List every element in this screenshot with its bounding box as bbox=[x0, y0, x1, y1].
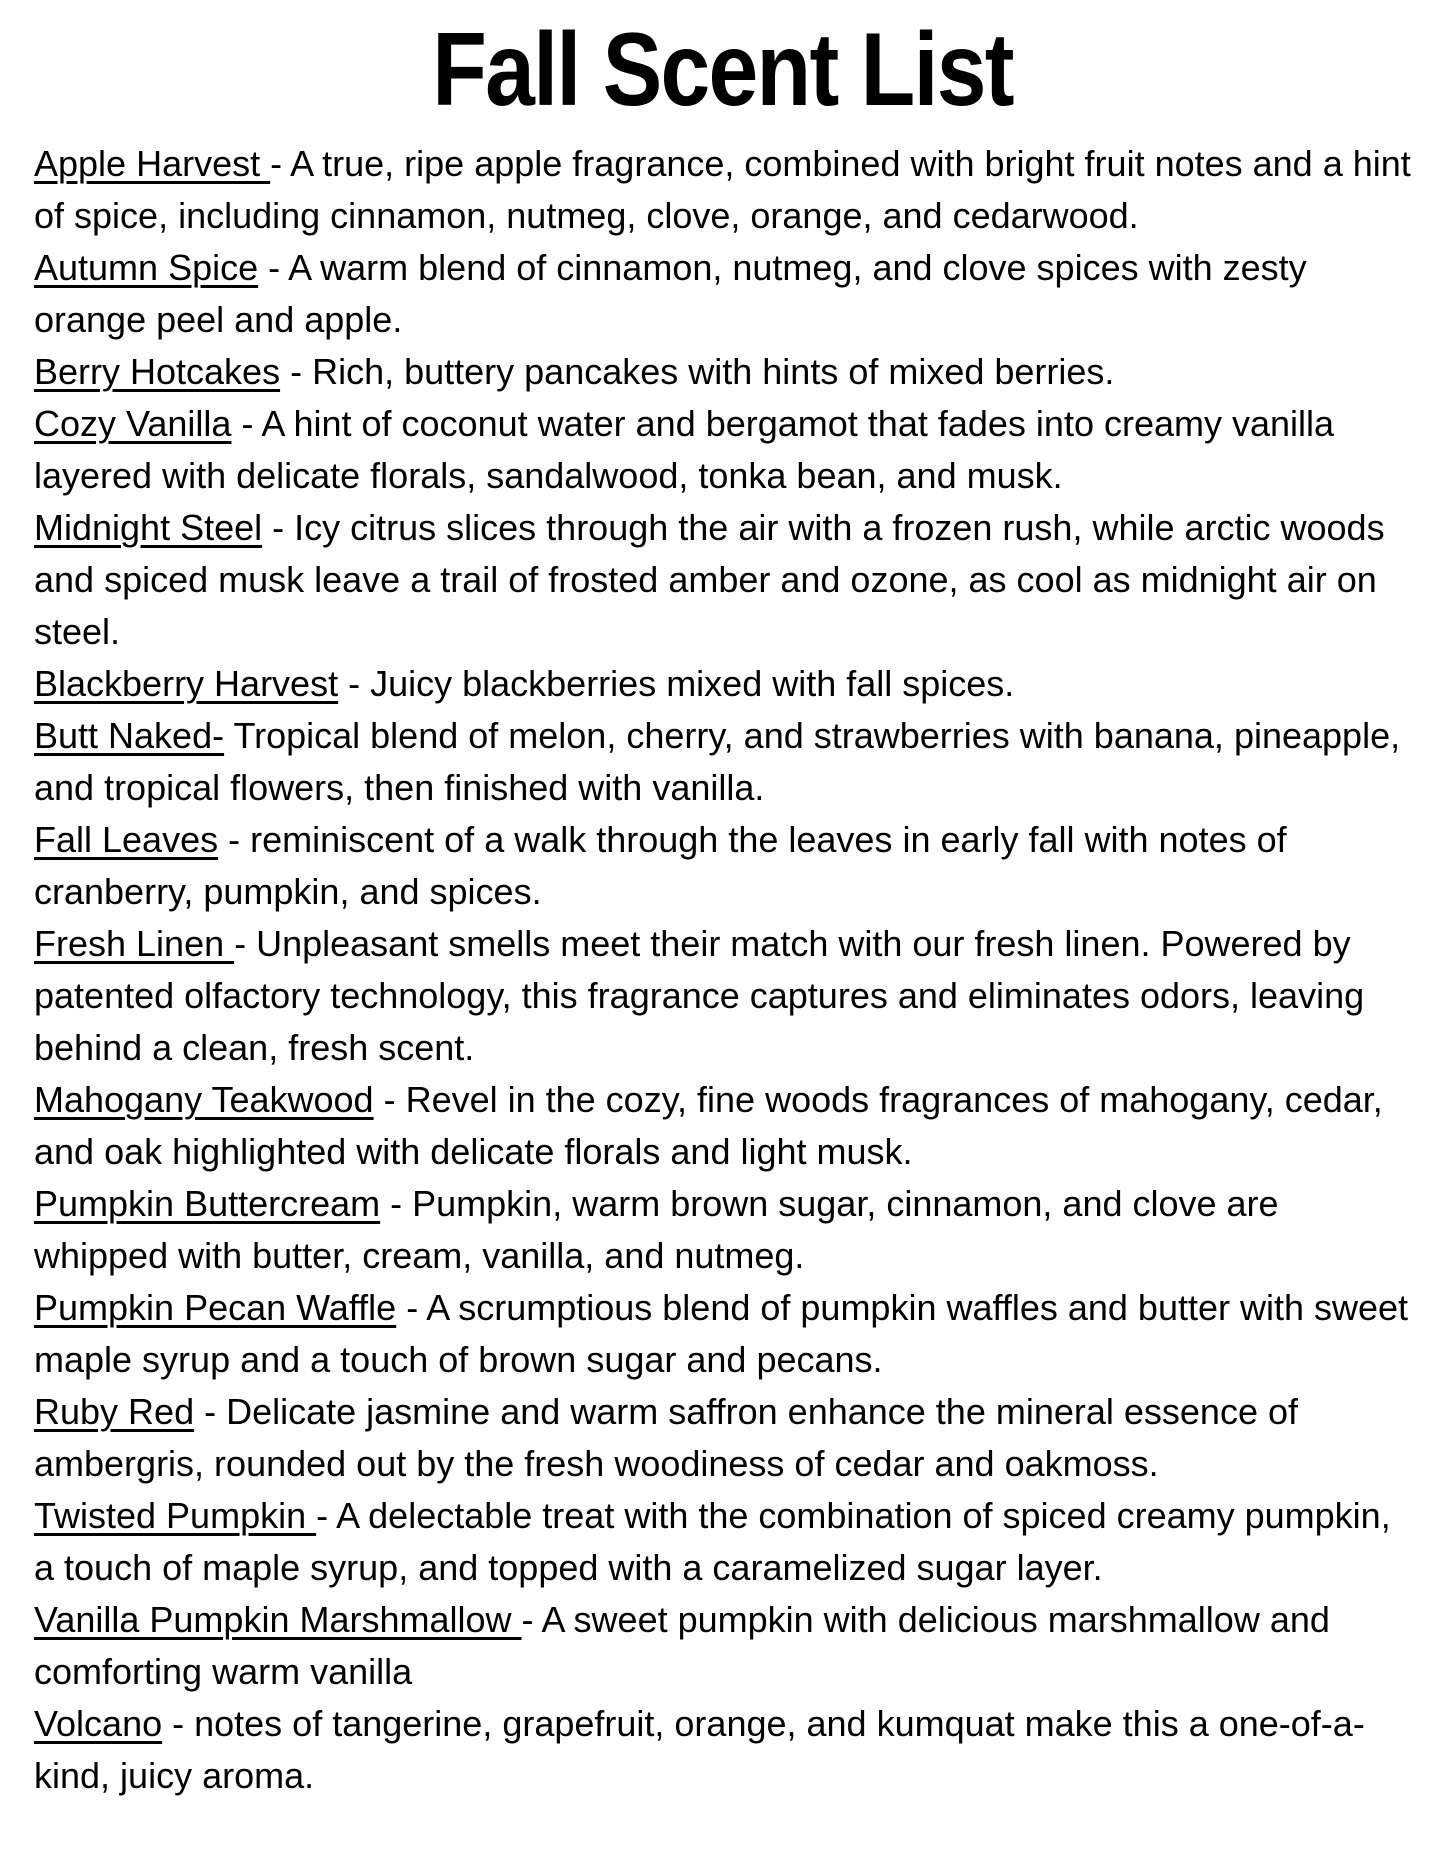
scent-description: - A hint of coconut water and bergamot that fades into creamy vanilla layered with delicate florals, sandalwood, tonka bean, and musk. bbox=[34, 403, 1335, 496]
scent-name: Apple Harvest bbox=[34, 143, 271, 184]
scent-list-item bbox=[34, 1386, 1411, 1490]
scent-name: Pumpkin Pecan Waffle bbox=[34, 1287, 397, 1328]
scent-name: Vanilla Pumpkin Marshmallow bbox=[34, 1599, 522, 1640]
scent-list-item bbox=[34, 918, 1411, 1074]
scent-description: Tropical blend of melon, cherry, and strawberries with banana, pineapple, and tropical flowers, then finished with vanilla. bbox=[34, 715, 1401, 808]
scent-description: - reminiscent of a walk through the leaves in early fall with notes of cranberry, pumpkin, and spices. bbox=[34, 819, 1287, 912]
scent-list-item bbox=[34, 138, 1411, 242]
scent-description: - A warm blend of cinnamon, nutmeg, and clove spices with zesty orange peel and apple. bbox=[34, 247, 1307, 340]
scent-name: Butt Naked- bbox=[34, 715, 225, 756]
title-row bbox=[0, 12, 1445, 128]
scent-list-item bbox=[34, 1282, 1411, 1386]
scent-list-item bbox=[34, 658, 1411, 710]
scent-name: Volcano bbox=[34, 1703, 163, 1744]
scent-list-item bbox=[34, 814, 1411, 918]
scent-name: Cozy Vanilla bbox=[34, 403, 232, 444]
scent-name: Berry Hotcakes bbox=[34, 351, 281, 392]
scent-list-item bbox=[34, 1178, 1411, 1282]
scent-list-item bbox=[34, 398, 1411, 502]
scent-name: Blackberry Harvest bbox=[34, 663, 339, 704]
scent-list-item bbox=[34, 346, 1411, 398]
scent-name: Fresh Linen bbox=[34, 923, 235, 964]
scent-description: - A sweet pumpkin with delicious marshmallow and comforting warm vanilla bbox=[34, 1599, 1330, 1692]
scent-name: Twisted Pumpkin bbox=[34, 1495, 317, 1536]
scent-description: - A true, ripe apple fragrance, combined with bright fruit notes and a hint of spice, including cinnamon, nutmeg, clove, orange, and cedarwood. bbox=[34, 143, 1411, 236]
scent-description: - Pumpkin, warm brown sugar, cinnamon, and clove are whipped with butter, cream, vanilla, and nutmeg. bbox=[34, 1183, 1279, 1276]
scent-name: Pumpkin Buttercream bbox=[34, 1183, 381, 1224]
scent-list bbox=[0, 138, 1445, 1802]
scent-list-item bbox=[34, 1594, 1411, 1698]
scent-list-item bbox=[34, 1490, 1411, 1594]
scent-name: Mahogany Teakwood bbox=[34, 1079, 374, 1120]
scent-list-item bbox=[34, 1698, 1411, 1802]
scent-list-item bbox=[34, 710, 1411, 814]
page-title: Fall Scent List bbox=[432, 12, 1013, 128]
scent-description: - Delicate jasmine and warm saffron enhance the mineral essence of ambergris, rounded out by the fresh woodiness of cedar and oakmoss. bbox=[34, 1391, 1298, 1484]
scent-description: - Rich, buttery pancakes with hints of mixed berries. bbox=[280, 351, 1115, 392]
scent-name: Fall Leaves bbox=[34, 819, 219, 860]
scent-list-item bbox=[34, 502, 1411, 658]
scent-name: Ruby Red bbox=[34, 1391, 195, 1432]
scent-name: Autumn Spice bbox=[34, 247, 259, 288]
scent-list-item bbox=[34, 242, 1411, 346]
scent-description: - A delectable treat with the combination of spiced creamy pumpkin, a touch of maple syrup, and topped with a caramelized sugar layer. bbox=[34, 1495, 1391, 1588]
scent-description: - A scrumptious blend of pumpkin waffles and butter with sweet maple syrup and a touch of brown sugar and pecans. bbox=[34, 1287, 1409, 1380]
scent-list-item bbox=[34, 1074, 1411, 1178]
scent-name: Midnight Steel bbox=[34, 507, 263, 548]
scent-description: - Revel in the cozy, fine woods fragrances of mahogany, cedar, and oak highlighted with delicate florals and light musk. bbox=[34, 1079, 1383, 1172]
scent-description: - Icy citrus slices through the air with a frozen rush, while arctic woods and spiced musk leave a trail of frosted amber and ozone, as cool as midnight air on steel. bbox=[34, 507, 1385, 652]
scent-description: - notes of tangerine, grapefruit, orange, and kumquat make this a one-of-a-kind, juicy aroma. bbox=[34, 1703, 1365, 1796]
scent-description: - Unpleasant smells meet their match with our fresh linen. Powered by patented olfactory technology, this fragrance captures and eliminates odors, leaving behind a clean, fresh scent. bbox=[34, 923, 1365, 1068]
scent-description: - Juicy blackberries mixed with fall spices. bbox=[338, 663, 1015, 704]
